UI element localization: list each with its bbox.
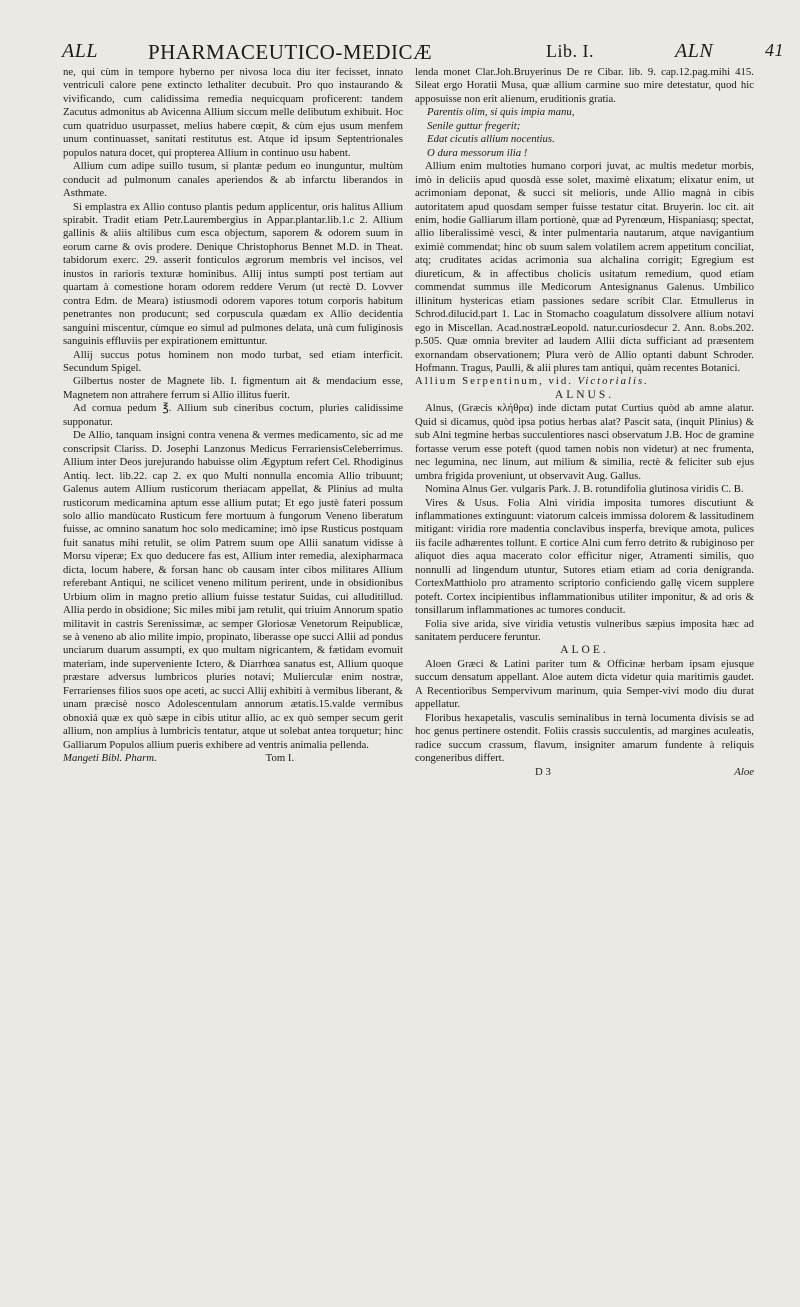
- paragraph: Ad cornua pedum ℥. Allium sub cineribus coctum, pluries calidissime supponatur.: [63, 402, 403, 428]
- paragraph: lenda monet Clar.Joh.Bruyerinus De re Cibar. lib. 9. cap.12.pag.mihi 415. Sileat ergo Horatii Musa, quæ allium carmine suo mire detestatur, quod hic apposuisse non erit alienum, eruditionis gratia.: [415, 66, 754, 105]
- serpentinum-entry: [415, 375, 754, 388]
- running-head: [62, 40, 790, 66]
- verse-line: Senile guttur fregerit;: [427, 119, 521, 132]
- aloe-heading: ALOE.: [560, 644, 609, 657]
- tome-label: Tom I.: [265, 752, 295, 765]
- paragraph: Allij succus potus hominem non modo turbat, sed etiam interficit. Secundum Spigel.: [63, 348, 403, 374]
- left-column: [63, 66, 403, 1286]
- paragraph: Nomina Alnus Ger. vulgaris Park. J. B. rotundifolia glutinosa viridis C. B.: [425, 483, 744, 496]
- right-footer: [415, 766, 754, 779]
- paragraph: Folia sive arida, sive viridia vetustis vulneribus sæpius imposita hæc ad sanitatem perducere feruntur.: [415, 617, 754, 644]
- paragraph: Alnus, (Græcis κλήθρα) inde dictam putat Curtius quòd ab amne alatur. Quid si dicamus, quòd ipsa potius herbas alat? Pascit sata, (inquit Plinius) & sub Alni tegmine herbas succulentiores nasci observatum J.B. Hoc de gramine fortasse verum esse poteft (quod tamen nobis non videtur) at nec frumenta, nec legumina, nec linum, aut milium & similia, rectè & feliciter sub ejus umbra frigida proveniunt, ut observavit Aug. Gallus.: [415, 402, 754, 482]
- serpentinum-target: Victorialis.: [577, 375, 649, 388]
- signature-mark: D 3: [535, 765, 551, 778]
- catchword-source: Mangeti Bibl. Pharm.: [63, 752, 157, 765]
- paragraph: Allium cum adipe suillo tusum, si plantæ pedum eo inunguntur, multùm conducit ad pulmonum canales aperiendos & ab infarctu liberandos in Asthmate.: [63, 160, 403, 200]
- paragraph: Gilbertus noster de Magnete lib. I. figmentum ait & mendacium esse, Magnetem non attrahere ferrum si Allio illitus fuerit.: [63, 375, 403, 401]
- page-number: 41: [765, 40, 784, 60]
- running-head-entry: ALN: [675, 40, 714, 62]
- alnus-heading: ALNUS.: [554, 388, 615, 401]
- running-head-book: Lib. I.: [546, 41, 594, 61]
- paragraph: Vires & Usus. Folia Alni viridia imposita tumores discutiunt & inflammationes extinguunt: viatorum calceis immissa dolorem & lassitudinem mitigant: viridia rore madentia conclavibus insperfa, brevique amota, pulices iis facile adhærentes tollunt. E cortice Alni cum ferro detrito & rubiginoso per aliquot dies aqua macerato color efficitur niger, Atramenti similis, quo nonnulli ad lingendum utuntur, Sutores etiam etiam ad coria denigranda. CortexMatthiolo pro atramento scriptorio conficiendo gallę vicem supplere poteft. Cortex incipientibus inflammationibus utiliter imponitur, & ad oris & tonsillarum inflammationes ac tumores conducit.: [415, 496, 754, 617]
- running-head-title: PHARMACEUTICO-MEDICÆ: [148, 40, 433, 64]
- right-column: [415, 66, 754, 1286]
- paragraph: Floribus hexapetalis, vasculis seminalibus in ternà locumenta divisis se ad hoc genus pertinere ostendit. Foliis crassis succulentis, ad margines aculeatis, radice succum crassum, flavum, insigniter amarum fundente à reliquis congeneribus differt.: [415, 711, 754, 765]
- verse-line: O dura messorum ilia !: [427, 146, 528, 159]
- paragraph: Si emplastra ex Allio contuso plantis pedum applicentur, oris halitus Allium spirabit. Tradit etiam Petr.Laurembergius in Appar.plantar.lib.1.c 2. Allium gallinis & aliis altilibus cum esca objectum, saporem & odorem suum in eorum carne & ovis prodere. Denique Christophorus Bennet M.D. in Theat. tabidorum exerc. 29. asserit fonticulos ægrorum membris vel incisos, vel inustos in rarioris texturæ hominibus. Allij intus sumpti post tertiam aut quartam à comestione horam odorem reddere Verum (ut rectè D. Lovver contra Edm. de Meara) istiusmodi odorem vapores totum corporis habitum penetrantes non producunt; sed corpuscula quædam ex Allio decidentia sanguini miscentur, cùmque eo simul ad pulmones delata, unà cum fuliginosis sanguinis effluviis per expirationem emittuntur.: [63, 200, 403, 348]
- serpentinum-name: Allium Serpentinum,: [415, 375, 544, 388]
- paragraph: ne, qui cùm in tempore hyberno per nivosa loca diu iter fecisset, innato ventriculi calore pene extincto lethaliter decubuit. Pro quo instaurando & vivificando, cum calidissima remedia nequicquam proficerent: tandem Zacutus admonitus ab Avicenna Allium siccum melle delibutum exhibuit. Hoc cum quatriduo usurpasset, melius habere cœpit, & cùm ejus usum menfem unum continuasset, sanitati restitutus est. Atque id ipsum Septentrionales populos natura docet, qui propterea Allium in continuo usu habent.: [63, 66, 403, 159]
- left-footer: [63, 752, 403, 765]
- catchword: Aloe: [734, 765, 754, 778]
- verse-line: Parentis olim, si quis impia manu,: [427, 106, 575, 119]
- verse-line: Edat cicutis allium nocentius.: [427, 133, 555, 146]
- paragraph: Aloen Græci & Latini pariter tum & Officinæ herbam ipsam ejusque succum densatum appellant. Aloe autem dicta videtur quia maritimis gaudet. A Recentioribus Sempervivum marinum, quia Semper-vivi modo diu durat appellatur.: [415, 657, 754, 711]
- running-head-left: ALL: [62, 40, 98, 62]
- paragraph: De Allio, tanquam insigni contra venena & vermes medicamento, sic ad me conscripsit Clariss. D. Josephi Lanzonus Medicus FerrariensisCeleberrimus. Allium inter Deos jurejurando habuisse olim Ægyptum refert Cel. Rhodiginus Antiq. lect. lib.22. cap 2. ex quo Multi nonnulla encomia Allio tribuunt; Galenus autem Allium rusticorum theriacam appellat, & Plinius ad multa rusticorum medicamina aptum esse allium putat; Et ego justè fateri possum solo allio mandùcato Rusticum fere mortuum à fungorum Veneno liberatum fuisse, ac omnino sanatum hoc solo medicamine; imò ipse Rusticus postquam fuit sanatus mihi retulit, se olim Patrem suum ope Allii sanatum vidisse à Morsu viperæ; Ex quo deducere fas est, Allium inter remedia, alexipharmaca dicta, locum habere, & forsan hanc ob causam inter cibos militares Allium referebant Antiqui, ne scilicet veneno militum perirent, unde in obsidionibus Urbium olim in magno pretio allium fuisse testatur Suidas, cui alluditillud. Allia perdo in obsidione; Sic miles mibi jam retulit, qui triuim Annorum spatio militavit in castris Serenissimæ, ac semper Gloriosæ Venetorum Reipublicæ, se à veneno ab alio milite impio, propinato, liberasse ope succi Allii ad pondus unciarum duarum assumpti, ex quo multam nigricantem, & fætidam evomuit materiam, inde superveniente Ictero, & Diarrhœa sanatus est, Allium quoque præstare adversus lumbricos pluries notavi; Mulierculæ enim nostræ, Ferrarienses filios suos ope aceti, ac succi Allij exhibiti à vermibus liberant, & unam præcisè nosco Adolescentulam annorum ætatis.15.valde vermibus obnoxiá quæ ex quò sæpe in cibis utitur allio, ac ex quò semper secum gerit allium, non amplius à lumbricis tentatur, atque ut solebat antea torquetur; hinc Galliarum Populos allium pueris exhibere ad ventris animalia pellenda.: [63, 429, 403, 751]
- serpentinum-ref: vid.: [548, 375, 573, 388]
- paragraph: Allium enim multoties humano corpori juvat, ac multis medetur morbis, imò in deliciis apud quosdà esse solet, maximè elixatum; elixatur enim, ut acrimoniam deponat, & succi sit melioris, unde Allio magnà in cibis autoritatem apud quosdam semper fuisse testatur citat. Bruyerin. loc cit. ait enim, hodie Galliarum illam portionè, quæ ad Pyrenœum, Hispaniasq; spectat, allio liberalissimè vesci, & inter pulmentaria nautarum, atque navigantium eximiè commendat; hinc ob suum salem volatilem acrem appetitum conciliat, atq; cruditates acidas acrimonia sua alchalina corrigit; Egregium est diureticum, & in affectibus cholicis usitatum remedium, quod etiam commendat summus ille Medicorum Antesignanus Galenus. Umbilico illinitum hystericas etiam passiones sedare scribit Clar. Etmullerus in Schrod.dilucid.part 1. Lac in Stomacho coagulatum dissolvere allium notavi ego in Miscellan. Acad.nostræLeopold. natur.curiosdecur 2. Ann. 8.obs.202. p.505. Quæ omnia breviter ad laudem Allii dicta sufficiant ad præsentem exornandam observationem; Plura verò de Allio optanti dabunt Schroder. Hofmann. Tragus, Paulli, & alii plures tam antiqui, quàm recentes Botanici.: [415, 160, 754, 374]
